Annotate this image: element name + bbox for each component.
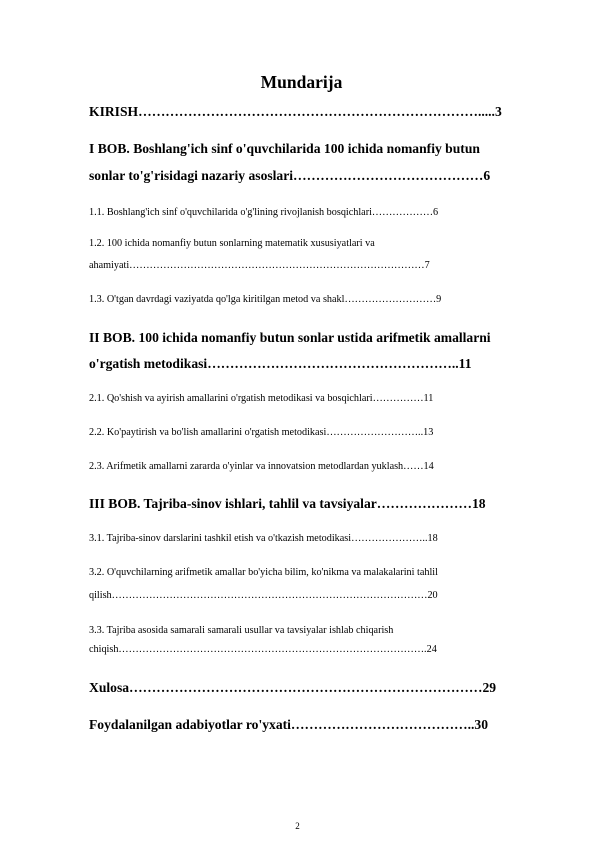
page-title: Mundarija [260,72,343,92]
toc-entry-introduction: KIRISH………………………………………………………………….....3 [89,104,502,119]
toc-entry-section-3-2-line-2: qilish…………………………………………………………………………………20 [89,590,438,601]
page-number: 2 [295,821,300,831]
toc-entry-chapter-1-line-1: I BOB. Boshlang'ich sinf o'quvchilarida 100 ichida nomanfiy butun [89,141,480,156]
toc-entry-section-1-1: 1.1. Boshlang'ich sinf o'quvchilarida o'g'lining rivojlanish bosqichlari………………6 [89,207,439,218]
toc-entry-section-3-1: 3.1. Tajriba-sinov darslarini tashkil etish va o'tkazish metodikasi…………………..18 [89,533,438,544]
toc-entry-section-1-2-line-2: ahamiyati……………………………………………………………………………7 [89,260,430,271]
toc-entry-section-3-3-line-2: chiqish……………………………………………………………………………….24 [89,644,437,655]
toc-entry-section-3-3-line-1: 3.3. Tajriba asosida samarali samarali usullar va tavsiyalar ishlab chiqarish [89,625,394,636]
toc-entry-section-3-2-line-1: 3.2. O'quvchilarning arifmetik amallar bo'yicha bilim, ko'nikma va malakalarini tahlil [89,567,438,578]
toc-entry-bibliography: Foydalanilgan adabiyotlar ro'yxati…………………………………..30 [89,717,489,732]
toc-entry-section-2-3: 2.3. Arifmetik amallarni zararda o'yinlar va innovatsion metodlardan yuklash……14 [89,461,434,472]
toc-entry-chapter-2-line-2: o'rgatish metodikasi………………………………………………..11 [89,356,472,371]
toc-entry-section-2-1: 2.1. Qo'shish va ayirish amallarini o'rgatish metodikasi va bosqichlari……………11 [89,393,434,404]
toc-entry-chapter-2-line-1: II BOB. 100 ichida nomanfiy butun sonlar ustida arifmetik amallarni [89,330,491,345]
toc-entry-section-1-3: 1.3. O'tgan davrdagi vaziyatda qo'lga kiritilgan metod va shakl………………………9 [89,294,442,305]
toc-entry-chapter-3: III BOB. Tajriba-sinov ishlari, tahlil va tavsiyalar…………………18 [89,496,486,511]
toc-entry-chapter-1-line-2: sonlar to'g'risidagi nazariy asoslari……………………………………6 [89,168,491,183]
toc-entry-section-1-2-line-1: 1.2. 100 ichida nomanfiy butun sonlarning matematik xususiyatlari va [89,238,375,249]
toc-entry-section-2-2: 2.2. Ko'paytirish va bo'lish amallarini o'rgatish metodikasi………………………..13 [89,427,434,438]
toc-entry-conclusion: Xulosa……………………………………………………………………29 [89,680,497,695]
